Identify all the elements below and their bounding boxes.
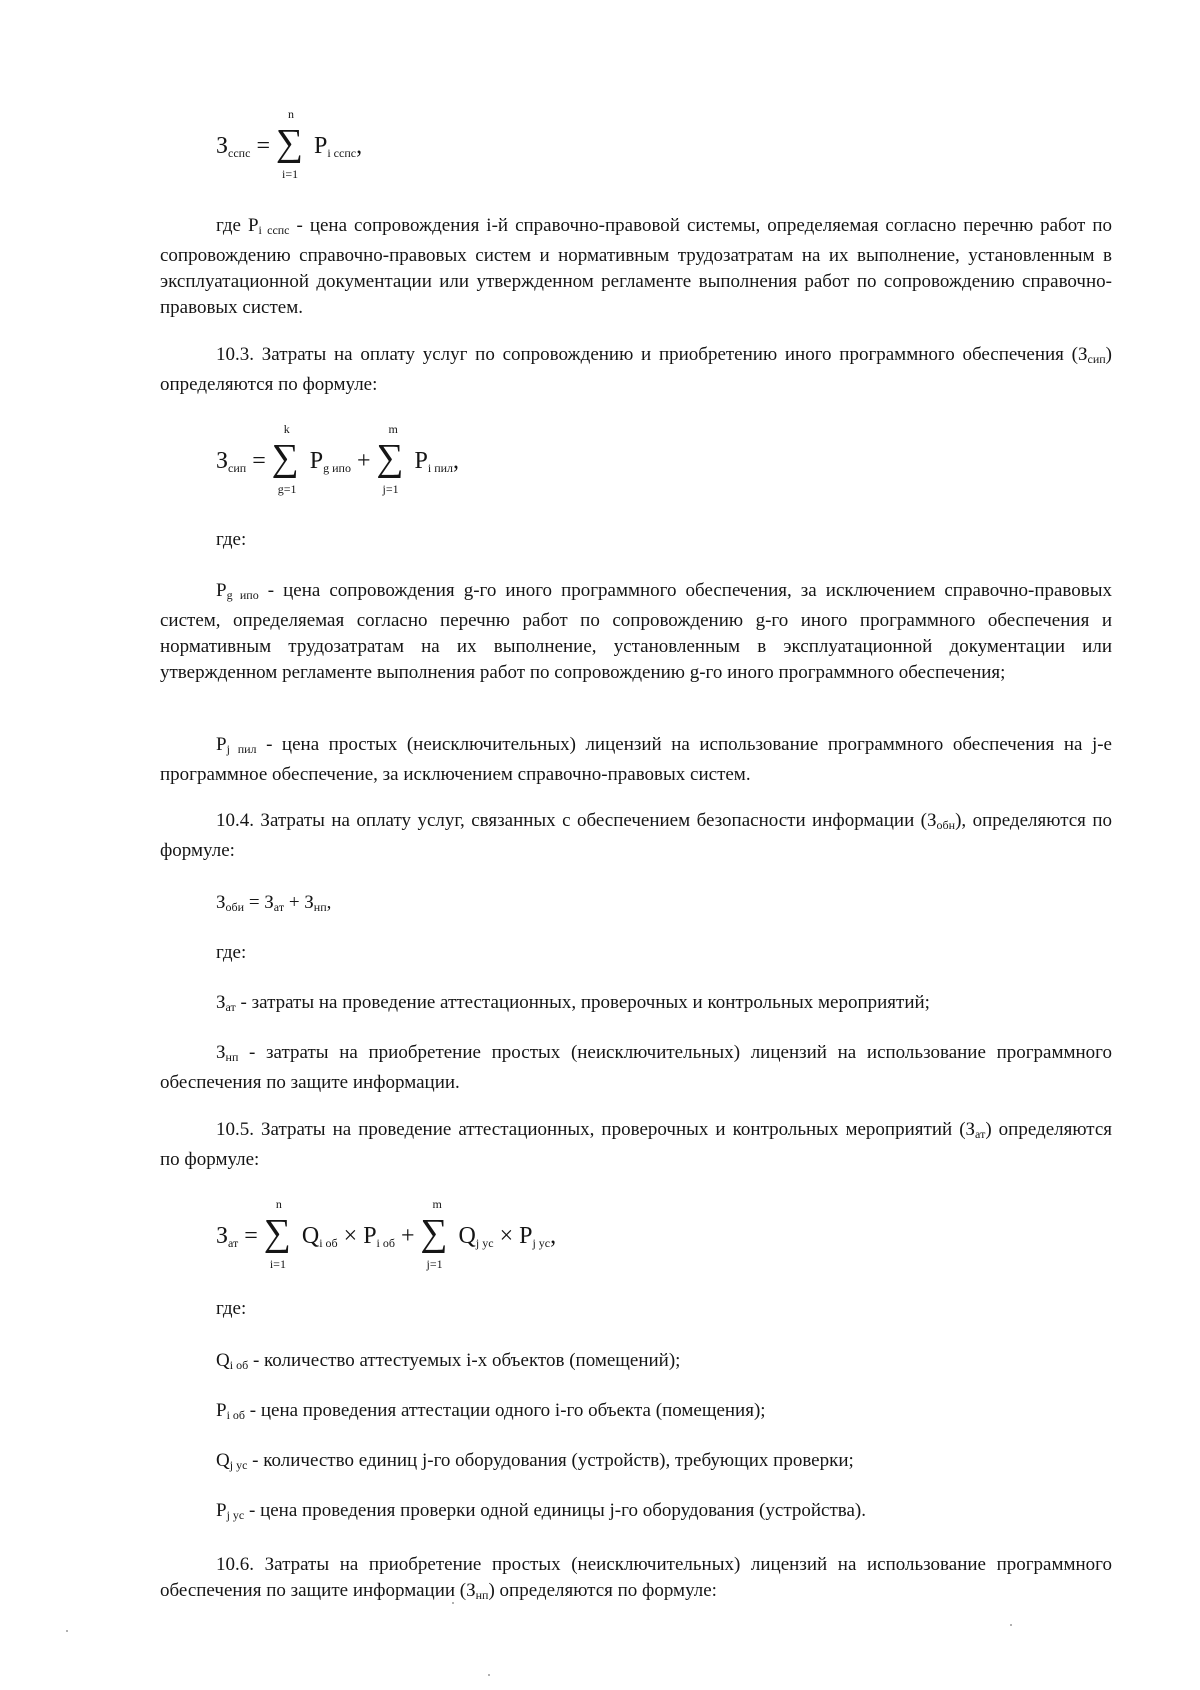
definition-symbol: Q: [216, 1350, 230, 1371]
paragraph-text: 10.4. Затраты на оплату услуг, связанных с обеспечением безопасности информации (З: [216, 810, 937, 831]
definition-q-ob: [216, 1348, 1112, 1378]
formula-subscript: оби: [225, 900, 245, 914]
formula-punct: ,: [550, 1223, 557, 1249]
sum-lower-limit: j=1: [382, 482, 399, 496]
formula-subscript: g ипо: [323, 461, 351, 475]
definition-p-ob: [216, 1398, 1112, 1428]
formula-operator: =: [244, 1223, 258, 1249]
paragraph-10-4: [160, 808, 1112, 864]
formula-symbol: P: [519, 1223, 533, 1249]
formula-subscript: i сспс: [327, 146, 357, 160]
definition-p-us: [216, 1498, 1112, 1528]
paragraph-10-5: [160, 1117, 1112, 1173]
formula-punct: ,: [326, 892, 332, 913]
paragraph-text: ) определяются по формуле:: [160, 1119, 1113, 1170]
definition-subscript: i об: [226, 1408, 246, 1422]
sum-lower-limit: g=1: [277, 482, 297, 496]
formula-operator: +: [356, 448, 371, 474]
definition-text: - цена сопровождения g-го иного программного обеспечения, за исключением справочно-правовых систем, определяемая согласно перечню работ по сопровождению g-го иного программного обеспечения и нормативным трудозатратам на их выполнение, установленным в эксплуатационной документации или утвержденном регламенте выполнения работ по сопровождению g-го иного программного обеспечения;: [160, 580, 1112, 683]
sum-sign: ∑ m j=1: [376, 422, 404, 496]
definition-symbol: З: [216, 1042, 226, 1063]
paragraph-text: ) определяются по формуле:: [488, 1580, 717, 1601]
sum-upper-limit: n: [287, 107, 294, 121]
formula-punct: ,: [356, 133, 363, 159]
definition-text: - цена проведения проверки одной единицы j-го оборудования (устройства).: [244, 1500, 866, 1521]
definition-symbol: P: [247, 215, 259, 236]
formula-symbol: З: [216, 1223, 229, 1249]
scan-speck: [66, 1630, 68, 1632]
paragraph-text: ) определяются по формуле:: [160, 344, 1112, 395]
formula-at: [216, 1197, 557, 1271]
definition-subscript: j ус: [226, 1508, 245, 1522]
formula-operator: ×: [499, 1223, 514, 1249]
paragraph-10-3: [160, 342, 1112, 398]
sum-upper-limit: k: [283, 422, 290, 436]
paragraph-text: 10.3. Затраты на оплату услуг по сопровождению и приобретению иного программного обеспечения (З: [216, 344, 1088, 365]
formula-symbol: P: [309, 448, 324, 474]
formula-sip: [216, 422, 460, 496]
formula-subscript: i об: [319, 1236, 338, 1250]
definition-subscript: i сспс: [258, 223, 290, 237]
paragraph-subscript: обн: [936, 818, 956, 832]
where-label: где: [216, 215, 248, 236]
definition-text: - затраты на приобретение простых (неисключительных) лицензий на использование программного обеспечения по защите информации.: [160, 1042, 1112, 1093]
formula-operator: ×: [343, 1223, 358, 1249]
formula-subscript: j ус: [475, 1236, 494, 1250]
definition-text: - количество единиц j-го оборудования (устройств), требующих проверки;: [247, 1450, 854, 1471]
where-label: где:: [216, 942, 247, 963]
formula-subscript: сспс: [228, 146, 251, 160]
definition-text: - затраты на проведение аттестационных, проверочных и контрольных мероприятий;: [235, 992, 930, 1013]
formula-symbol: З: [216, 448, 229, 474]
formula-sspc: [216, 107, 363, 181]
definition-symbol: Q: [216, 1450, 230, 1471]
formula-operator: =: [256, 133, 270, 159]
formula-symbol: Q: [301, 1223, 320, 1249]
definition-subscript: j ус: [229, 1458, 248, 1472]
sum-lower-limit: j=1: [426, 1257, 443, 1271]
formula-operator: +: [401, 1223, 415, 1249]
formula-subscript: i пил: [427, 461, 454, 475]
definition-q-us: [216, 1448, 1112, 1478]
definition-text: - цена сопровождения i-й справочно-правовой системы, определяемая согласно перечню работ по сопровождению справочно-правовых систем и нормативным трудозатратам на их выполнение, установленным в эксплуатационной документации или утвержденном регламенте выполнения работ по сопровождению справочно-правовых систем.: [160, 215, 1112, 318]
where-label: где:: [216, 529, 247, 550]
definition-subscript: g ипо: [226, 588, 259, 602]
sum-sign: ∑ n i=1: [263, 1197, 291, 1271]
sum-sign: ∑ n i=1: [275, 107, 304, 181]
formula-punct: ,: [453, 448, 460, 474]
formula-operator: + З: [284, 892, 314, 913]
sum-sign: ∑ k g=1: [271, 422, 299, 496]
scan-speck: [1010, 1624, 1012, 1626]
formula-obi: [216, 890, 1168, 920]
where-label: где:: [216, 1298, 247, 1319]
sum-upper-limit: m: [388, 422, 398, 436]
formula-subscript: ат: [228, 1236, 239, 1250]
sum-sign: ∑ m j=1: [420, 1197, 448, 1271]
definition-symbol: З: [216, 992, 226, 1013]
paragraph-subscript: сип: [1087, 352, 1106, 366]
definition-symbol: P: [216, 734, 227, 755]
formula-symbol: З: [216, 892, 226, 913]
definition-subscript: нп: [225, 1050, 239, 1064]
sum-lower-limit: i=1: [281, 167, 299, 181]
definition-symbol: P: [216, 1400, 227, 1421]
formula-subscript: сип: [228, 461, 247, 475]
paragraph-text: ), определяются по формуле:: [160, 810, 1112, 861]
paragraph-text: 10.5. Затраты на проведение аттестационных, проверочных и контрольных мероприятий (З: [216, 1119, 976, 1140]
definition-subscript: i об: [229, 1358, 249, 1372]
definition-p-pil: [160, 732, 1112, 788]
definition-text: - цена проведения аттестации одного i-го объекта (помещения);: [245, 1400, 766, 1421]
paragraph-subscript: ат: [975, 1127, 986, 1141]
paragraph-subscript: нп: [475, 1588, 489, 1602]
definition-z-np: [160, 1040, 1112, 1096]
formula-subscript: нп: [313, 900, 327, 914]
formula-symbol: P: [414, 448, 428, 474]
sum-lower-limit: i=1: [269, 1257, 286, 1271]
definition-subscript: j пил: [226, 742, 257, 756]
formula-symbol: P: [363, 1223, 377, 1249]
formula-symbol: Q: [458, 1223, 476, 1249]
definition-text: - цена простых (неисключительных) лицензий на использование программного обеспечения на j-е программное обеспечение, за исключением справочно-правовых систем.: [160, 734, 1112, 785]
scan-speck: [452, 1602, 454, 1604]
sum-upper-limit: n: [275, 1197, 282, 1211]
paragraph-text: 10.6. Затраты на приобретение простых (неисключительных) лицензий на использование программного обеспечения по защите информации (З: [160, 1554, 1112, 1601]
definition-subscript: ат: [225, 1000, 236, 1014]
formula-symbol: З: [216, 133, 229, 159]
definition-text: - количество аттестуемых i-х объектов (помещений);: [248, 1350, 681, 1371]
definition-p-ipo: [160, 578, 1112, 686]
formula-operator: =: [252, 448, 266, 474]
definition-symbol: P: [216, 580, 227, 601]
formula-operator: = З: [244, 892, 274, 913]
formula-subscript: j ус: [532, 1236, 551, 1250]
scan-speck: [488, 1674, 490, 1676]
formula-subscript: ат: [273, 900, 285, 914]
definition-z-at: [216, 990, 1112, 1020]
definition-symbol: P: [216, 1500, 227, 1521]
formula-symbol: P: [313, 133, 328, 159]
formula-subscript: i об: [376, 1236, 395, 1250]
paragraph-10-6: [160, 1552, 1112, 1608]
definition-p-sspc: [160, 213, 1112, 321]
sum-upper-limit: m: [432, 1197, 442, 1211]
